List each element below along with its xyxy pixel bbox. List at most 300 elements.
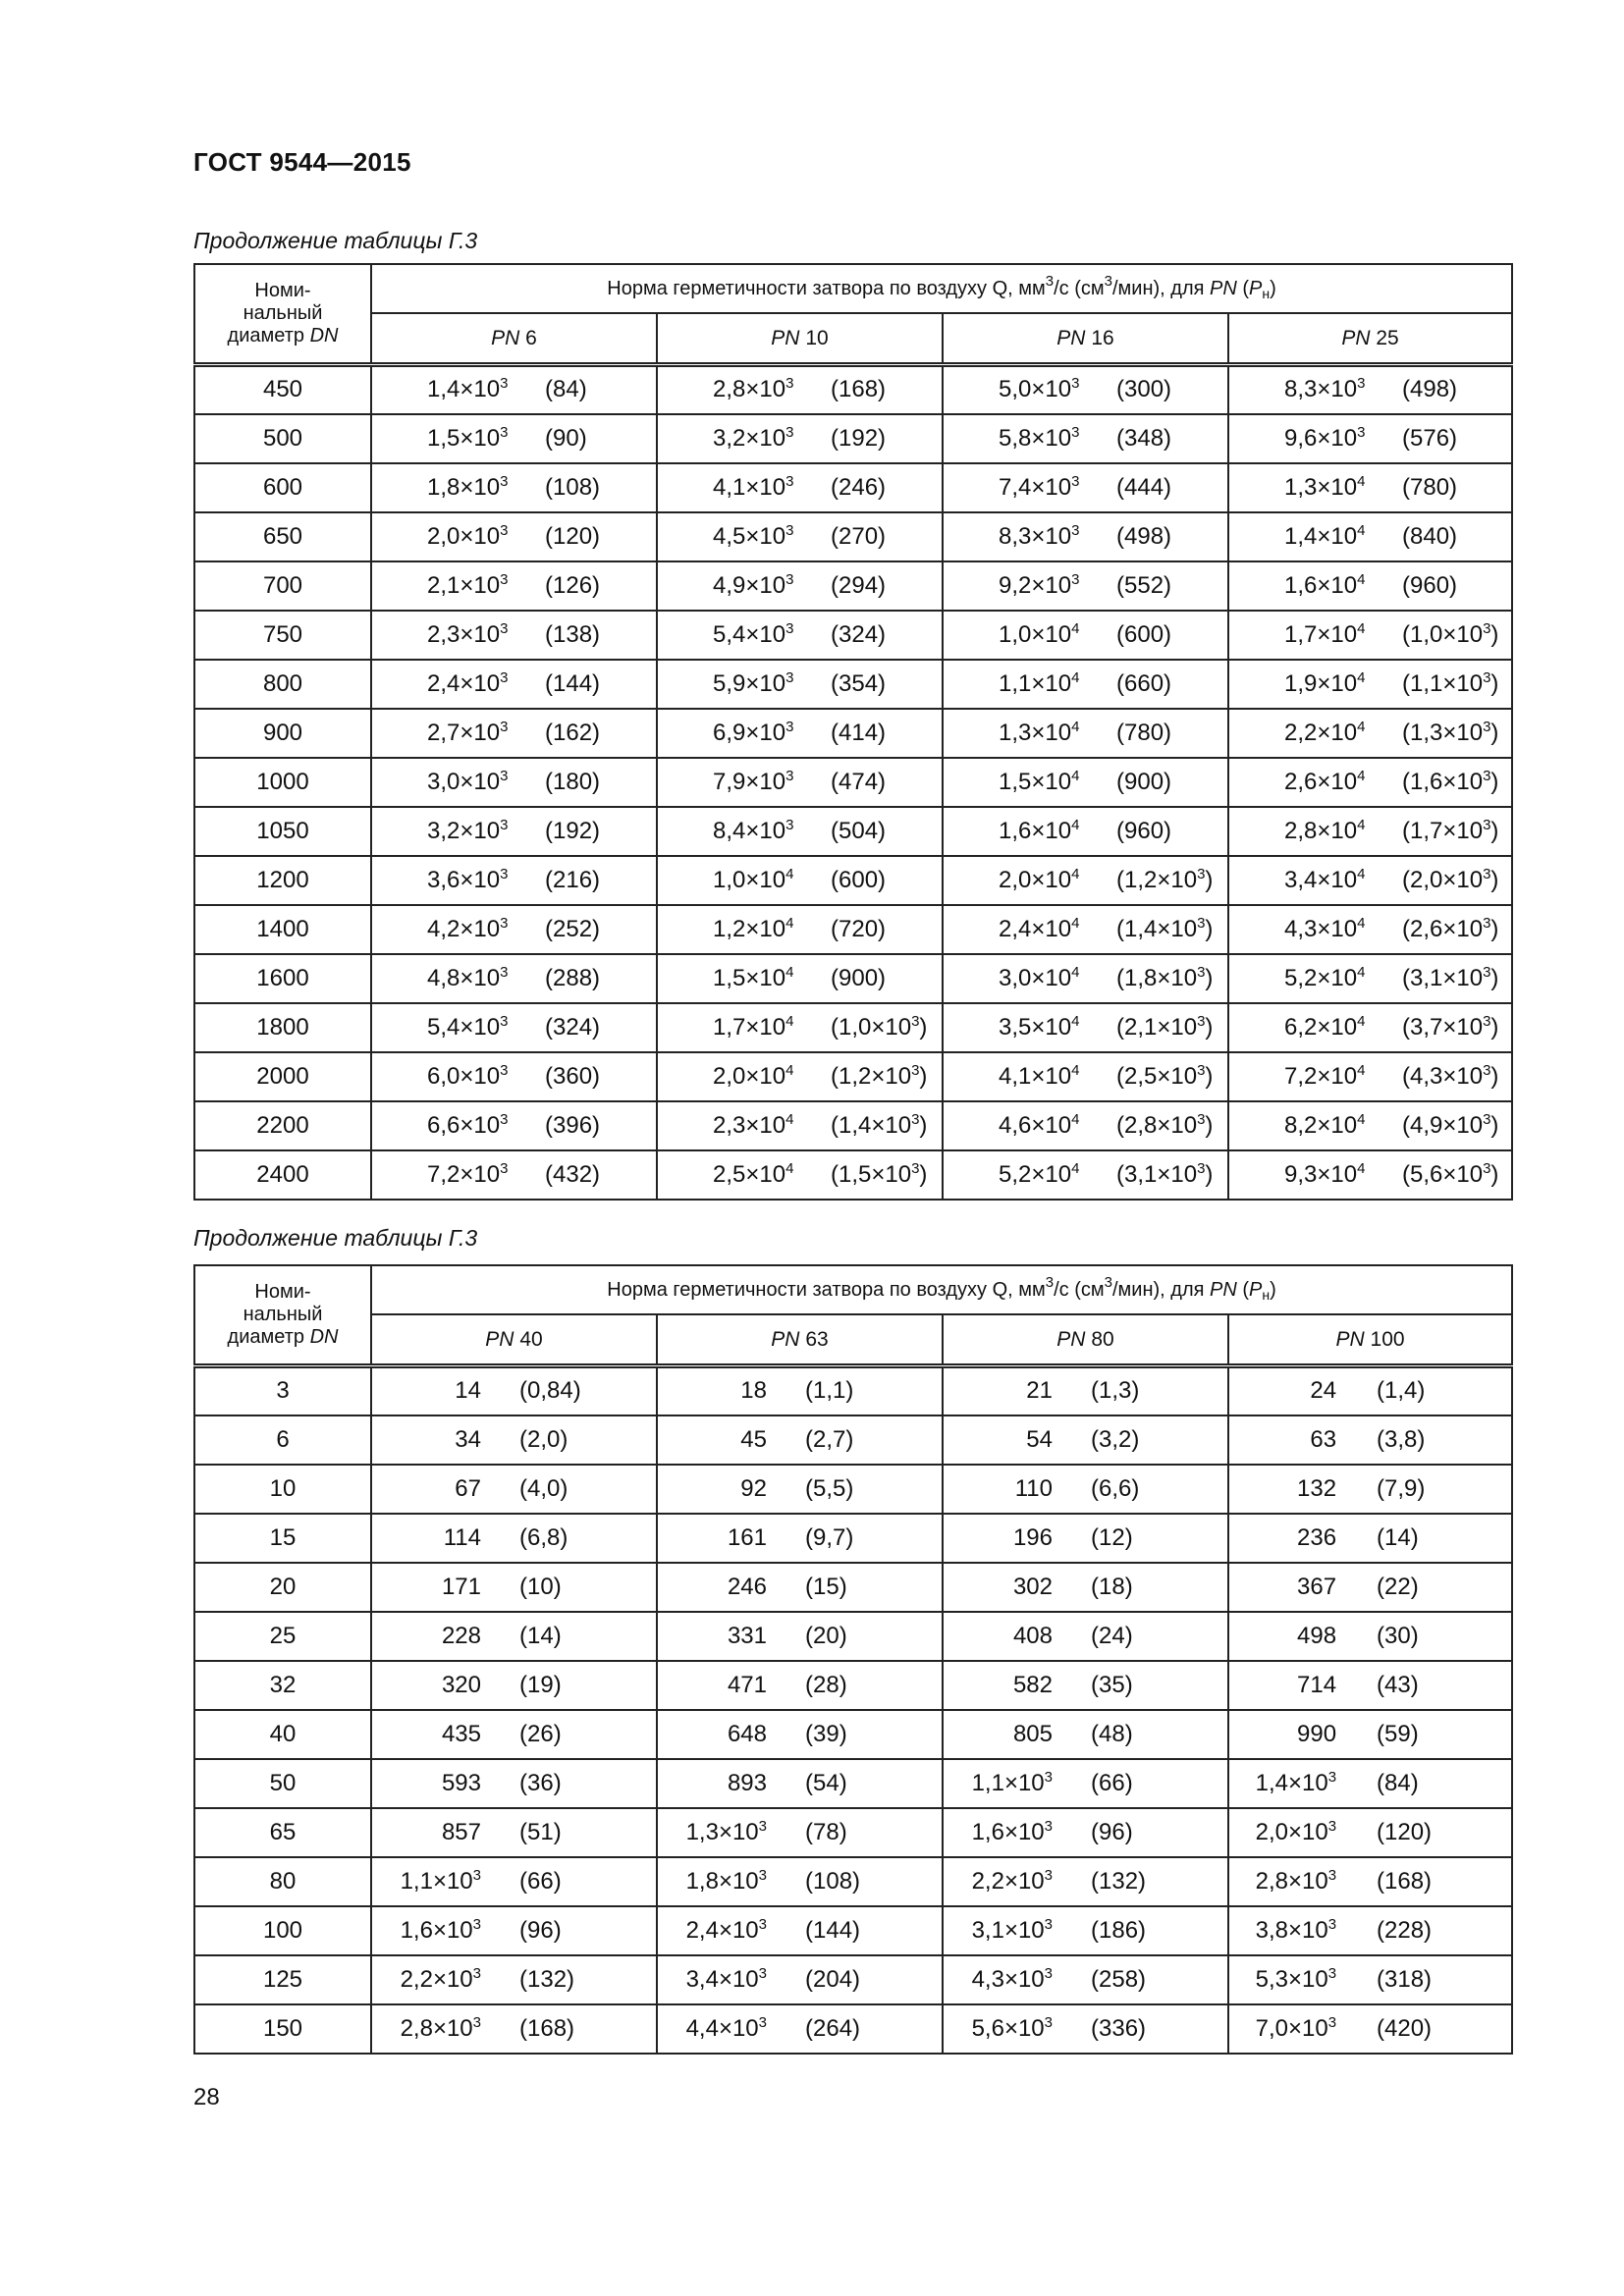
leak-value-cm3 [519,1574,562,1601]
leak-value-cm3 [805,1475,853,1503]
paren-close: ) [1490,1160,1499,1188]
leak-value-mm3 [972,1917,1053,1945]
exponent: 4 [1357,570,1366,588]
dn-header-line: Номи- [254,1281,311,1303]
paren-value: (504) [831,817,887,844]
mantissa: 6,0×10 [427,1062,501,1090]
exponent: 3 [500,619,509,637]
leak-value-cm3 [1091,1426,1139,1454]
dn-column-header [194,264,371,365]
leak-value-cm3 [831,1112,927,1140]
paren-value: (126) [545,571,601,599]
mantissa: 1,6×10 [400,1916,473,1944]
leak-value-cell [1228,561,1512,611]
leak-value-cell [1228,905,1512,954]
exponent: 3 [1197,1159,1206,1177]
leak-value-cm3 [831,425,886,453]
exponent: 4 [785,914,794,932]
leak-value-cm3 [1377,1672,1419,1699]
paren-close: ) [919,1013,928,1041]
leak-value-cm3 [1116,818,1171,845]
leak-value-cell [371,1906,657,1955]
leak-value-mm3 [427,1112,508,1140]
leak-value-cell [371,1857,657,1906]
leak-value-mm3 [427,965,508,992]
mantissa: 1,4×10 [427,376,501,403]
dn-header-line: диаметр [227,1326,304,1348]
mantissa: 2,2×10 [971,1867,1045,1895]
leak-value-mm3 [713,1112,793,1140]
mantissa: 4,1×10 [713,473,786,501]
exponent: 3 [500,1012,509,1030]
leak-value-cell [943,1759,1228,1808]
pn-value: 10 [805,326,829,349]
table-row [194,1465,1512,1514]
leak-value-cell [1228,365,1512,414]
exponent: 4 [1357,1110,1366,1128]
leak-value-cm3 [1091,2015,1146,2043]
exponent: 4 [1357,718,1366,735]
paren-value: (1,4×10 [1116,915,1198,942]
mantissa: 2,0×10 [427,522,501,550]
leak-value-mm3 [427,572,508,600]
table-row [194,1150,1512,1200]
leak-value-cm3 [831,523,886,551]
paren-value: (4,3×10 [1402,1062,1484,1090]
dn-cell: 450 [194,365,371,414]
leak-value-mm3 [427,720,508,747]
leak-value-mm3 [972,1966,1053,1994]
leak-value-mm3 [1284,720,1365,747]
paren-value: (192) [831,424,887,452]
paren-value: (66) [519,1867,562,1895]
leak-value-cell [657,611,943,660]
paren-value: (3,2) [1091,1425,1140,1453]
paren-value: (96) [519,1916,562,1944]
leak-value-cm3 [1402,1014,1498,1041]
dn-cell: 10 [194,1465,371,1514]
leak-value-cell [371,512,657,561]
paren-value: (216) [545,866,601,893]
exponent: 4 [1071,718,1080,735]
leak-value-mm3 [1310,1426,1336,1454]
paren-value: (26) [519,1720,562,1747]
mantissa: 2,2×10 [400,1965,473,1993]
leak-value-cell [1228,1955,1512,2004]
exponent: 3 [1044,1817,1053,1835]
paren-value: (348) [1116,424,1172,452]
paren-value: (51) [519,1818,562,1845]
leak-value-cm3 [805,1377,853,1405]
leak-value-cell [657,856,943,905]
leak-value-cell [943,1514,1228,1563]
dn-cell: 150 [194,2004,371,2054]
exponent: 3 [911,1159,920,1177]
leak-value-cell [1228,1808,1512,1857]
leak-value-cell [1228,758,1512,807]
exponent: 3 [500,375,509,393]
leak-value-cm3 [1402,769,1498,796]
paren-value: (600) [831,866,887,893]
paren-value: (9,7) [805,1523,854,1551]
exponent: 3 [785,767,794,784]
page-number: 28 [193,2084,220,2110]
leak-value-cell [657,1514,943,1563]
leak-value-cell [657,414,943,463]
leak-value-cell [371,954,657,1003]
leak-value-mm3 [1284,867,1365,894]
leak-value-mm3 [713,916,793,943]
paren-value: (59) [1377,1720,1419,1747]
leak-value-cm3 [1091,1377,1139,1405]
leak-value-mm3 [740,1475,767,1503]
dn-cell: 2400 [194,1150,371,1200]
leak-value-cm3 [1091,1917,1146,1945]
leak-value-mm3 [1026,1426,1053,1454]
table-row [194,1003,1512,1052]
leak-value-cm3 [831,670,886,698]
leak-value-cell [943,1906,1228,1955]
paren-close: ) [1490,1062,1499,1090]
mantissa: 5,2×10 [999,1160,1072,1188]
leak-value-cm3 [1116,720,1171,747]
paren-value: (600) [1116,620,1172,648]
norm-exponent: 3 [1104,272,1112,290]
leak-value-mm3 [427,916,508,943]
paren-value: (19) [519,1671,562,1698]
mantissa: 5,0×10 [999,376,1072,403]
leak-value-mm3 [713,867,793,894]
paren-value: (2,8×10 [1116,1111,1198,1139]
mantissa: 2,0×10 [1255,1818,1328,1845]
leak-value-cm3 [1116,916,1213,943]
exponent: 3 [1357,375,1366,393]
leak-value-cell [371,1415,657,1465]
mantissa: 2,4×10 [999,915,1072,942]
leak-value-cell [943,414,1228,463]
paren-value: (186) [1091,1916,1147,1944]
exponent: 3 [500,718,509,735]
leak-value-cm3 [805,1524,853,1552]
mantissa: 2,2×10 [1284,719,1358,746]
leak-value-cm3 [831,916,886,943]
paren-value: (39) [805,1720,847,1747]
mantissa: 3,1×10 [971,1916,1045,1944]
paren-value: (576) [1402,424,1458,452]
leak-value-cm3 [1116,523,1171,551]
paren-value: (720) [831,915,887,942]
leak-value-cm3 [805,1672,847,1699]
leak-value-mm3 [999,1112,1079,1140]
pn-variable: PN [771,326,800,349]
exponent: 3 [500,668,509,686]
leak-value-mm3 [442,1721,481,1748]
paren-value: (1,0×10 [1402,620,1484,648]
mantissa: 4,5×10 [713,522,786,550]
leak-value-cell [1228,807,1512,856]
leak-value-cm3 [545,572,600,600]
paren-value: (1,5×10 [831,1160,912,1188]
exponent: 3 [1483,1110,1491,1128]
leak-value-cell [371,611,657,660]
leak-value-cell [657,463,943,512]
paren-value: (5,5) [805,1474,854,1502]
mantissa: 2,8×10 [1284,817,1358,844]
mantissa: 1,8×10 [427,473,501,501]
exponent: 3 [500,1159,509,1177]
dn-header-line: диаметр [227,325,304,347]
paren-value: (2,0) [519,1425,568,1453]
exponent: 3 [785,521,794,539]
paren-value: (1,1×10 [1402,669,1484,697]
paren-value: (168) [519,2014,575,2042]
mantissa: 3,4×10 [685,1965,759,1993]
leak-value-cm3 [545,867,600,894]
mantissa: 67 [455,1474,481,1502]
leak-value-mm3 [427,1063,508,1091]
pn-column-header [1228,313,1512,365]
leak-value-mm3 [999,572,1079,600]
leak-value-mm3 [1013,1574,1053,1601]
leak-value-mm3 [427,523,508,551]
leak-value-mm3 [972,1770,1053,1797]
leak-value-cell [943,1003,1228,1052]
paren-value: (324) [831,620,887,648]
leak-value-mm3 [972,2015,1053,2043]
leak-value-mm3 [444,1524,481,1552]
mantissa: 63 [1310,1425,1337,1453]
mantissa: 7,0×10 [1255,2014,1328,2042]
table-row [194,758,1512,807]
leak-value-cm3 [805,1917,860,1945]
mantissa: 1,0×10 [713,866,786,893]
leak-value-cm3 [1116,769,1171,796]
exponent: 3 [1483,816,1491,833]
mantissa: 648 [727,1720,767,1747]
table-row [194,660,1512,709]
dn-cell: 600 [194,463,371,512]
mantissa: 54 [1026,1425,1053,1453]
exponent: 3 [785,668,794,686]
leak-value-cm3 [1091,1623,1133,1650]
paren-value: (270) [831,522,887,550]
exponent: 3 [1483,1159,1491,1177]
paren-value: (180) [545,768,601,795]
leak-value-cell [657,758,943,807]
leak-value-cm3 [831,376,886,403]
leak-value-cm3 [519,1917,562,1945]
leak-value-cell [371,856,657,905]
exponent: 3 [1197,865,1206,882]
leak-value-cm3 [519,1770,562,1797]
paren-value: (108) [545,473,601,501]
exponent: 4 [1357,914,1366,932]
paren-value: (0,84) [519,1377,581,1405]
norm-ph-variable: P [1249,1278,1263,1301]
table-row [194,954,1512,1003]
mantissa: 18 [740,1377,767,1405]
mantissa: 1,3×10 [999,719,1072,746]
leak-value-cm3 [545,965,600,992]
paren-value: (7,9) [1377,1474,1426,1502]
leak-value-cm3 [1377,1377,1425,1405]
leak-value-mm3 [1284,916,1365,943]
leak-value-cm3 [831,818,886,845]
paren-close: ) [1490,866,1499,893]
paren-close: ) [1205,1062,1214,1090]
exponent: 3 [1071,423,1080,441]
paren-value: (1,4) [1377,1377,1426,1405]
pn-column-header [943,313,1228,365]
exponent: 3 [500,914,509,932]
norm-exponent: 3 [1045,1273,1055,1291]
leak-value-cell [943,1710,1228,1759]
leak-value-cell [943,1101,1228,1150]
leak-value-cell [943,1150,1228,1200]
leak-value-cell [657,1612,943,1661]
paren-value: (444) [1116,473,1172,501]
leak-value-cm3 [545,474,600,502]
paren-value: (66) [1091,1769,1133,1796]
pn-value: 25 [1376,326,1399,349]
leak-value-cell [943,954,1228,1003]
dn-variable: DN [309,325,339,347]
leak-value-cm3 [1116,867,1213,894]
pn-value: 100 [1370,1327,1405,1351]
mantissa: 7,2×10 [1284,1062,1358,1090]
leak-value-cell [1228,660,1512,709]
mantissa: 1,7×10 [1284,620,1358,648]
leak-value-mm3 [740,1426,767,1454]
mantissa: 893 [727,1769,767,1796]
mantissa: 990 [1297,1720,1337,1747]
paren-value: (3,7×10 [1402,1013,1484,1041]
leak-value-cell [657,1906,943,1955]
leak-value-cell [1228,1563,1512,1612]
leak-value-cell [657,2004,943,2054]
norm-ph-subscript: н [1262,285,1271,301]
paren-value: (1,3×10 [1402,719,1484,746]
exponent: 4 [1357,1061,1366,1079]
table-row [194,365,1512,414]
leak-value-cm3 [519,1721,562,1748]
mantissa: 4,2×10 [427,915,501,942]
mantissa: 1,2×10 [713,915,786,942]
leak-value-cm3 [1091,1966,1146,1994]
paren-value: (168) [1377,1867,1433,1895]
leak-value-cm3 [545,621,600,649]
leak-value-cm3 [1377,1475,1425,1503]
exponent: 4 [1071,619,1080,637]
mantissa: 4,1×10 [999,1062,1072,1090]
leak-value-cm3 [1091,1475,1139,1503]
leak-value-mm3 [728,1623,767,1650]
mantissa: 132 [1297,1474,1337,1502]
paren-value: (2,5×10 [1116,1062,1198,1090]
norm-pn-variable: PN [1210,1278,1237,1301]
paren-value: (2,1×10 [1116,1013,1198,1041]
paren-value: (1,2×10 [831,1062,912,1090]
paren-value: (144) [805,1916,861,1944]
leak-value-cm3 [519,1524,568,1552]
exponent: 3 [472,2013,481,2031]
paren-close: ) [1205,1111,1214,1139]
mantissa: 1,9×10 [1284,669,1358,697]
leak-value-cell [1228,1514,1512,1563]
paren-value: (1,2×10 [1116,866,1198,893]
paren-value: (144) [545,669,601,697]
leak-value-cell [943,1661,1228,1710]
dn-cell: 65 [194,1808,371,1857]
leak-value-cm3 [1402,818,1498,845]
leak-value-cell [1228,1003,1512,1052]
mantissa: 3,4×10 [1284,866,1358,893]
exponent: 3 [911,1012,920,1030]
leak-value-mm3 [713,965,793,992]
paren-value: (1,1) [805,1377,854,1405]
exponent: 3 [500,963,509,981]
paren-close: ) [919,1160,928,1188]
norm-text: ( [1242,277,1250,299]
mantissa: 14 [455,1377,481,1405]
paren-value: (336) [1091,2014,1147,2042]
dn-cell: 1600 [194,954,371,1003]
mantissa: 331 [727,1622,767,1649]
leak-value-cm3 [1377,1966,1432,1994]
leak-value-cell [657,1759,943,1808]
leak-value-mm3 [999,720,1079,747]
table-row [194,1612,1512,1661]
paren-value: (24) [1091,1622,1133,1649]
mantissa: 498 [1297,1622,1337,1649]
table-row [194,1906,1512,1955]
mantissa: 6,9×10 [713,719,786,746]
leak-value-mm3 [1284,818,1365,845]
exponent: 4 [785,1061,794,1079]
exponent: 3 [1327,1866,1337,1884]
exponent: 4 [1071,963,1080,981]
paren-value: (6,8) [519,1523,568,1551]
dn-cell: 800 [194,660,371,709]
paren-value: (48) [1091,1720,1133,1747]
leak-value-cell [943,856,1228,905]
leak-value-cm3 [1402,670,1498,698]
leak-value-cm3 [519,2015,574,2043]
dn-cell: 125 [194,1955,371,2004]
leak-value-cm3 [519,1868,562,1896]
paren-close: ) [1490,768,1499,795]
exponent: 3 [500,570,509,588]
norm-text: ) [1270,1278,1276,1301]
exponent: 3 [1044,2013,1053,2031]
leak-value-mm3 [1013,1623,1053,1650]
leak-value-mm3 [972,1819,1053,1846]
norm-pn-variable: PN [1210,277,1237,299]
exponent: 3 [1483,865,1491,882]
mantissa: 4,4×10 [685,2014,759,2042]
pn-variable: PN [1056,326,1086,349]
leak-value-cm3 [519,1819,562,1846]
paren-close: ) [1205,1160,1214,1188]
mantissa: 5,4×10 [427,1013,501,1041]
mantissa: 6,6×10 [427,1111,501,1139]
leak-value-cm3 [805,1623,847,1650]
paren-value: (2,0×10 [1402,866,1484,893]
mantissa: 714 [1297,1671,1337,1698]
paren-value: (1,4×10 [831,1111,912,1139]
leak-value-cm3 [545,376,587,403]
leak-value-mm3 [999,425,1079,453]
